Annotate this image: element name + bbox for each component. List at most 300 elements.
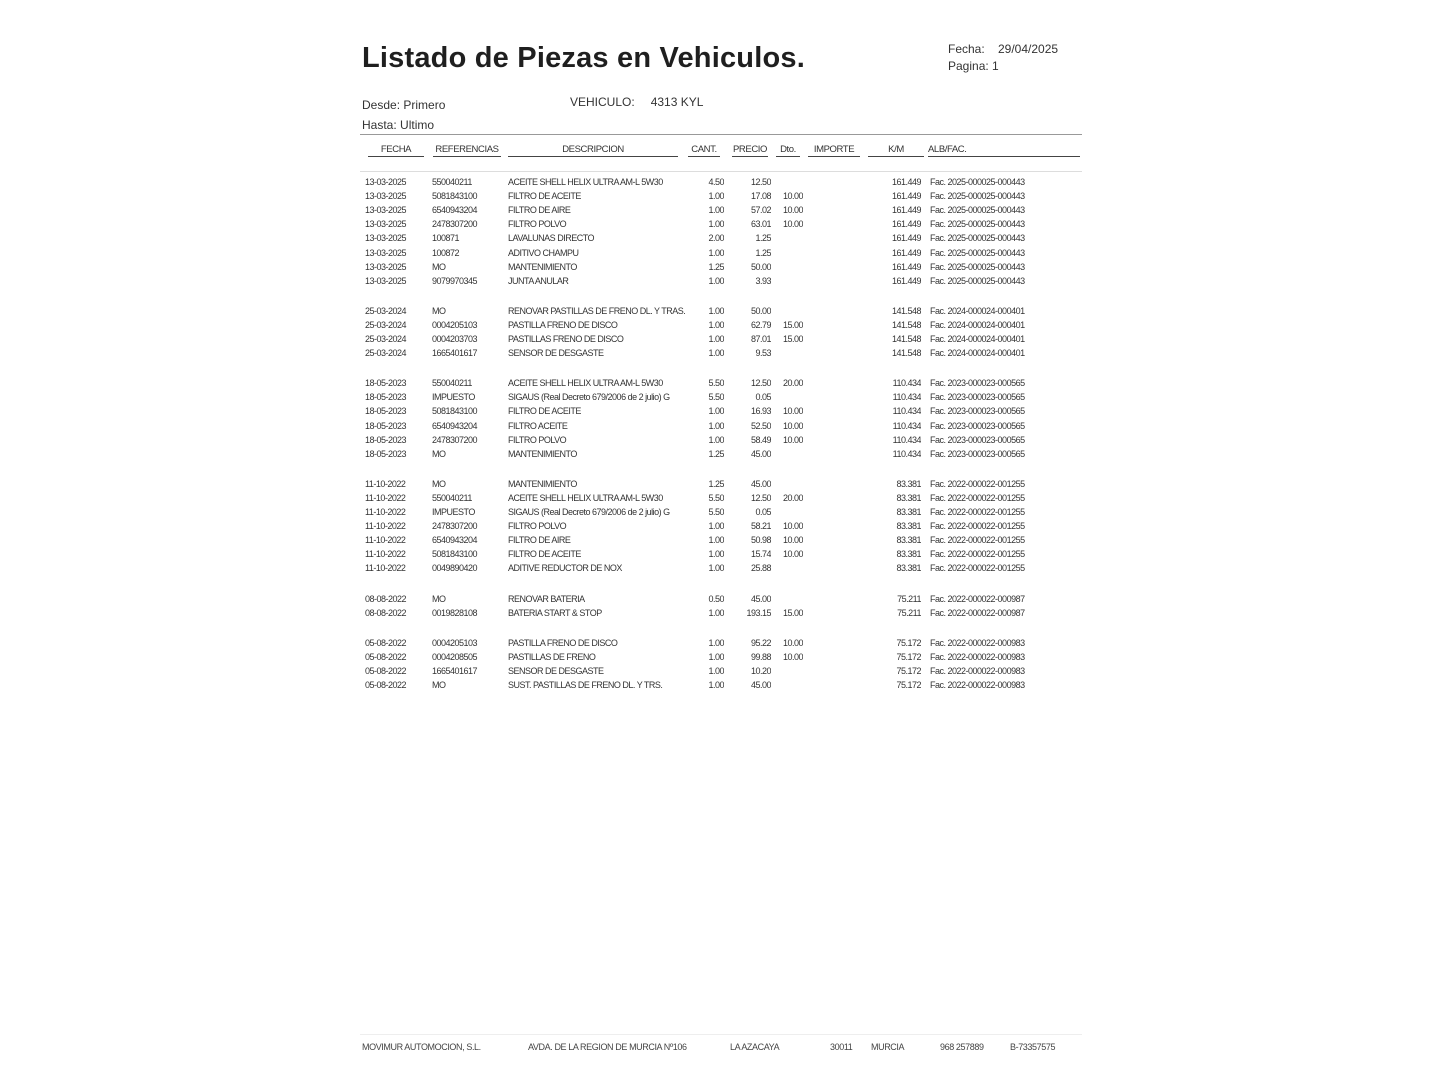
cell-fecha: 18-05-2023: [365, 406, 407, 417]
cell-fecha: 18-05-2023: [365, 434, 407, 445]
table-row: [0, 219, 1440, 233]
cell-precio: 50.00: [750, 305, 771, 316]
cell-referencia: 2478307200: [432, 219, 478, 230]
cell-descuento: 10.00: [782, 205, 803, 216]
table-row: [0, 449, 1440, 463]
cell-descripcion: PASTILLAS DE FRENO: [508, 651, 596, 662]
cell-descuento: 10.00: [782, 651, 803, 662]
cell-cantidad: 1.25: [708, 448, 724, 459]
cell-precio: 87.01: [750, 334, 771, 344]
cell-km: 83.381: [896, 507, 921, 517]
cell-fecha: 08-08-2022: [365, 593, 407, 604]
cell-descripcion: FILTRO POLVO: [508, 219, 567, 230]
cell-factura: Fac. 2023-000023-000565: [930, 392, 1025, 403]
cell-fecha: 13-03-2025: [365, 275, 407, 286]
cell-fecha: 25-03-2024: [365, 305, 407, 316]
cell-cantidad: 5.50: [708, 507, 724, 517]
cell-factura: Fac. 2024-000024-000401: [930, 334, 1025, 344]
cell-descuento: 10.00: [782, 535, 803, 546]
table-row: [0, 276, 1440, 290]
cell-cantidad: 1.00: [708, 607, 724, 618]
cell-fecha: 25-03-2024: [365, 319, 407, 330]
cell-km: 161.449: [891, 177, 921, 187]
cell-precio: 45.00: [750, 478, 771, 489]
cell-fecha: 11-10-2022: [365, 521, 406, 532]
cell-descripcion: FILTRO POLVO: [508, 434, 567, 445]
cell-descripcion: ADITIVE REDUCTOR DE NOX: [508, 563, 622, 574]
cell-descripcion: PASTILLA FRENO DE DISCO: [508, 319, 618, 330]
pagina-label: Pagina:: [948, 59, 989, 73]
cell-precio: 45.00: [750, 448, 771, 459]
cell-km: 75.211: [897, 593, 921, 604]
cell-km: 75.211: [897, 607, 921, 618]
cell-referencia: 550040211: [432, 378, 472, 389]
cell-km: 110.434: [892, 448, 921, 459]
cell-descuento: 10.00: [782, 406, 803, 417]
cell-factura: Fac. 2022-000022-000987: [930, 607, 1025, 618]
table-row: [0, 392, 1440, 406]
cell-km: 110.434: [892, 420, 921, 431]
cell-factura: Fac. 2022-000022-000983: [930, 665, 1025, 676]
cell-fecha: 11-10-2022: [365, 535, 406, 546]
cell-descuento: 15.00: [782, 334, 803, 344]
cell-factura: Fac. 2022-000022-001255: [930, 535, 1025, 546]
cell-fecha: 11-10-2022: [365, 478, 406, 489]
cell-factura: Fac. 2025-000025-000443: [930, 219, 1025, 230]
cell-cantidad: 5.50: [708, 378, 724, 389]
table-row: [0, 205, 1440, 219]
cell-descuento: 15.00: [782, 607, 803, 618]
footer-divider: [360, 1034, 1082, 1035]
cell-factura: Fac. 2023-000023-000565: [930, 420, 1025, 431]
cell-km: 75.172: [896, 665, 921, 676]
cell-fecha: 11-10-2022: [365, 549, 406, 560]
column-header-cant: CANT.: [688, 144, 720, 158]
cell-fecha: 18-05-2023: [365, 420, 407, 431]
cell-factura: Fac. 2022-000022-000983: [930, 637, 1025, 648]
cell-km: 110.434: [892, 434, 921, 445]
cell-referencia: 1665401617: [432, 348, 478, 359]
hasta-row: [362, 115, 445, 135]
cell-referencia: 0004205103: [432, 319, 478, 330]
cell-fecha: 05-08-2022: [365, 637, 407, 648]
table-row: [0, 507, 1440, 521]
table-row: [0, 435, 1440, 449]
cell-cantidad: 1.00: [708, 680, 724, 690]
cell-precio: 10.20: [750, 665, 771, 676]
cell-fecha: 18-05-2023: [365, 392, 407, 403]
cell-precio: 52.50: [750, 420, 771, 431]
table-row: [0, 262, 1440, 276]
cell-km: 141.548: [891, 319, 921, 330]
cell-precio: 99.88: [750, 651, 771, 662]
cell-km: 83.381: [896, 478, 921, 489]
cell-referencia: 1665401617: [432, 665, 478, 676]
cell-descripcion: FILTRO POLVO: [508, 521, 567, 532]
table-row: [0, 493, 1440, 507]
cell-precio: 45.00: [750, 680, 771, 690]
cell-referencia: 2478307200: [432, 521, 478, 532]
cell-km: 83.381: [896, 521, 921, 532]
cell-descripcion: PASTILLA FRENO DE DISCO: [508, 637, 618, 648]
cell-km: 110.434: [892, 406, 921, 417]
table-top-divider: [360, 171, 1082, 172]
cell-descuento: 10.00: [782, 219, 803, 230]
cell-precio: 1.25: [755, 247, 771, 258]
cell-km: 83.381: [896, 549, 921, 560]
cell-descuento: 10.00: [782, 434, 803, 445]
cell-referencia: 0019828108: [432, 607, 478, 618]
cell-descuento: 10.00: [782, 420, 803, 431]
cell-cantidad: 1.00: [708, 334, 724, 344]
cell-referencia: MO: [432, 680, 446, 690]
cell-km: 161.449: [891, 247, 921, 258]
vehicle-info: [570, 95, 703, 109]
cell-cantidad: 1.00: [708, 535, 724, 546]
cell-precio: 25.88: [750, 563, 771, 574]
cell-descripcion: SENSOR DE DESGASTE: [508, 348, 604, 359]
footer-address: AVDA. DE LA REGION DE MURCIA Nº106: [528, 1042, 687, 1052]
cell-km: 141.548: [891, 334, 921, 344]
cell-factura: Fac. 2025-000025-000443: [930, 191, 1025, 202]
cell-precio: 0.05: [755, 507, 771, 517]
desde-row: [362, 95, 445, 115]
cell-descuento: 20.00: [782, 492, 803, 503]
cell-precio: 16.93: [750, 406, 771, 417]
document-meta: [948, 41, 1058, 75]
cell-cantidad: 1.00: [708, 651, 724, 662]
cell-referencia: 0004208505: [432, 651, 478, 662]
cell-cantidad: 1.00: [708, 637, 724, 648]
cell-descripcion: JUNTA ANULAR: [508, 275, 569, 286]
cell-cantidad: 1.00: [708, 247, 724, 258]
cell-fecha: 05-08-2022: [365, 651, 407, 662]
column-header-importe: IMPORTE: [808, 144, 860, 158]
table-row: [0, 348, 1440, 362]
cell-km: 75.172: [896, 680, 921, 690]
column-header-fecha: FECHA: [368, 144, 424, 158]
cell-factura: Fac. 2024-000024-000401: [930, 348, 1025, 359]
cell-referencia: MO: [432, 593, 446, 604]
cell-referencia: MO: [432, 478, 446, 489]
cell-referencia: 550040211: [432, 492, 472, 503]
cell-fecha: 18-05-2023: [365, 448, 407, 459]
cell-descuento: 10.00: [782, 191, 803, 202]
cell-precio: 12.50: [750, 492, 771, 503]
range-filter: [362, 95, 445, 135]
cell-km: 83.381: [896, 563, 921, 574]
table-row: [0, 479, 1440, 493]
cell-referencia: 2478307200: [432, 434, 478, 445]
cell-factura: Fac. 2023-000023-000565: [930, 434, 1025, 445]
table-row: [0, 535, 1440, 549]
cell-km: 161.449: [891, 205, 921, 216]
cell-cantidad: 4.50: [708, 177, 724, 187]
desde-label: Desde:: [362, 98, 401, 112]
cell-descripcion: ADITIVO CHAMPU: [508, 247, 579, 258]
cell-fecha: 13-03-2025: [365, 205, 407, 216]
cell-cantidad: 2.00: [708, 233, 724, 244]
cell-precio: 12.50: [750, 378, 771, 389]
cell-descripcion: FILTRO DE AIRE: [508, 535, 571, 546]
cell-precio: 58.49: [750, 434, 771, 445]
cell-factura: Fac. 2023-000023-000565: [930, 378, 1025, 389]
cell-cantidad: 1.00: [708, 348, 724, 359]
table-row: [0, 306, 1440, 320]
table-row: [0, 563, 1440, 577]
cell-descripcion: ACEITE SHELL HELIX ULTRA AM-L 5W30: [508, 177, 663, 187]
cell-cantidad: 1.25: [708, 478, 724, 489]
cell-factura: Fac. 2022-000022-000983: [930, 680, 1025, 690]
cell-fecha: 13-03-2025: [365, 261, 407, 272]
footer-town: LA AZACAYA: [730, 1042, 780, 1052]
cell-descripcion: FILTRO DE ACEITE: [508, 549, 581, 560]
cell-precio: 17.08: [750, 191, 771, 202]
cell-descripcion: MANTENIMIENTO: [508, 478, 577, 489]
cell-km: 110.434: [892, 378, 921, 389]
cell-factura: Fac. 2025-000025-000443: [930, 261, 1025, 272]
cell-precio: 1.25: [755, 233, 771, 244]
cell-referencia: MO: [432, 448, 446, 459]
column-header-descripcion: DESCRIPCION: [508, 144, 678, 158]
column-header-precio: PRECIO: [732, 144, 768, 155]
cell-cantidad: 1.00: [708, 665, 724, 676]
cell-descripcion: SENSOR DE DESGASTE: [508, 665, 604, 676]
table-row: [0, 320, 1440, 334]
cell-precio: 50.98: [750, 535, 771, 546]
column-header-albfac: ALB/FAC.: [928, 144, 1080, 158]
cell-cantidad: 1.00: [708, 420, 724, 431]
footer-city: MURCIA: [871, 1042, 905, 1052]
cell-cantidad: 1.00: [708, 434, 724, 445]
cell-fecha: 13-03-2025: [365, 177, 407, 187]
cell-precio: 12.50: [750, 177, 771, 187]
cell-cantidad: 1.25: [708, 261, 724, 272]
cell-fecha: 13-03-2025: [365, 191, 407, 202]
cell-descripcion: MANTENIMIENTO: [508, 448, 577, 459]
footer-cif: B-73357575: [1010, 1042, 1056, 1052]
cell-descuento: 10.00: [782, 521, 803, 532]
table-row: [0, 680, 1440, 694]
cell-km: 161.449: [891, 219, 921, 230]
cell-cantidad: 1.00: [708, 549, 724, 560]
cell-precio: 63.01: [750, 219, 771, 230]
cell-factura: Fac. 2022-000022-001255: [930, 521, 1025, 532]
cell-cantidad: 1.00: [708, 406, 724, 417]
table-row: [0, 191, 1440, 205]
cell-referencia: 5081843100: [432, 406, 478, 417]
cell-km: 161.449: [891, 275, 921, 286]
table-row: [0, 378, 1440, 392]
cell-factura: Fac. 2022-000022-001255: [930, 507, 1025, 517]
cell-factura: Fac. 2025-000025-000443: [930, 247, 1025, 258]
cell-km: 83.381: [896, 492, 921, 503]
table-row: [0, 638, 1440, 652]
cell-cantidad: 1.00: [708, 219, 724, 230]
cell-km: 110.434: [892, 392, 921, 403]
cell-factura: Fac. 2022-000022-001255: [930, 563, 1025, 574]
cell-descuento: 10.00: [782, 549, 803, 560]
cell-cantidad: 5.50: [708, 392, 724, 403]
desde-value: Primero: [403, 98, 446, 112]
footer-phone: 968 257889: [940, 1042, 984, 1052]
cell-fecha: 05-08-2022: [365, 665, 407, 676]
cell-cantidad: 1.00: [708, 205, 724, 216]
cell-precio: 57.02: [750, 205, 771, 216]
cell-fecha: 11-10-2022: [365, 563, 406, 574]
cell-factura: Fac. 2024-000024-000401: [930, 319, 1025, 330]
cell-cantidad: 1.00: [708, 305, 724, 316]
cell-precio: 62.79: [750, 319, 771, 330]
cell-factura: Fac. 2025-000025-000443: [930, 275, 1025, 286]
cell-descripcion: FILTRO DE AIRE: [508, 205, 571, 216]
cell-descripcion: FILTRO ACEITE: [508, 420, 568, 431]
cell-factura: Fac. 2022-000022-001255: [930, 492, 1025, 503]
cell-fecha: 25-03-2024: [365, 348, 407, 359]
cell-descripcion: SUST. PASTILLAS DE FRENO DL. Y TRS.: [508, 680, 663, 690]
cell-referencia: 100872: [432, 247, 460, 258]
cell-fecha: 25-03-2024: [365, 334, 407, 344]
cell-factura: Fac. 2022-000022-000983: [930, 651, 1025, 662]
cell-cantidad: 0.50: [708, 593, 724, 604]
cell-referencia: 6540943204: [432, 420, 478, 431]
table-row: [0, 248, 1440, 262]
cell-precio: 193.15: [746, 607, 771, 618]
column-header-referencias: REFERENCIAS: [433, 144, 501, 158]
table-row: [0, 334, 1440, 348]
cell-descuento: 15.00: [782, 319, 803, 330]
cell-referencia: 0004203703: [432, 334, 478, 344]
cell-fecha: 08-08-2022: [365, 607, 407, 618]
cell-descripcion: FILTRO DE ACEITE: [508, 406, 581, 417]
fecha-row: [948, 41, 1058, 58]
table-row: [0, 549, 1440, 563]
cell-km: 141.548: [891, 348, 921, 359]
cell-km: 83.381: [896, 535, 921, 546]
cell-precio: 9.53: [755, 348, 771, 359]
cell-referencia: MO: [432, 305, 446, 316]
table-row: [0, 177, 1440, 191]
cell-precio: 3.93: [755, 275, 771, 286]
cell-factura: Fac. 2022-000022-000987: [930, 593, 1025, 604]
cell-precio: 95.22: [750, 637, 771, 648]
cell-fecha: 05-08-2022: [365, 680, 407, 690]
cell-km: 75.172: [896, 637, 921, 648]
cell-factura: Fac. 2025-000025-000443: [930, 233, 1025, 244]
cell-descripcion: SIGAUS (Real Decreto 679/2006 de 2 julio) G: [508, 507, 670, 517]
cell-descripcion: ACEITE SHELL HELIX ULTRA AM-L 5W30: [508, 378, 663, 389]
table-row: [0, 406, 1440, 420]
cell-referencia: 5081843100: [432, 191, 478, 202]
hasta-label: Hasta:: [362, 118, 397, 132]
cell-fecha: 13-03-2025: [365, 247, 407, 258]
cell-precio: 45.00: [750, 593, 771, 604]
table-row: [0, 666, 1440, 680]
table-row: [0, 594, 1440, 608]
footer-company: MOVIMUR AUTOMOCION, S.L.: [362, 1042, 481, 1052]
cell-fecha: 18-05-2023: [365, 378, 407, 389]
cell-descripcion: PASTILLAS FRENO DE DISCO: [508, 334, 624, 344]
cell-precio: 0.05: [755, 392, 771, 403]
cell-referencia: 5081843100: [432, 549, 478, 560]
cell-referencia: 0004205103: [432, 637, 478, 648]
cell-descripcion: RENOVAR PASTILLAS DE FRENO DL. Y TRAS.: [508, 305, 686, 316]
vehiculo-label: VEHICULO:: [570, 95, 635, 109]
cell-cantidad: 1.00: [708, 521, 724, 532]
cell-fecha: 13-03-2025: [365, 233, 407, 244]
table-row: [0, 521, 1440, 535]
table-row: [0, 608, 1440, 622]
cell-descuento: 10.00: [782, 637, 803, 648]
cell-km: 161.449: [891, 233, 921, 244]
cell-factura: Fac. 2022-000022-001255: [930, 549, 1025, 560]
vehiculo-value: 4313 KYL: [650, 95, 704, 109]
cell-descripcion: FILTRO DE ACEITE: [508, 191, 581, 202]
cell-factura: Fac. 2023-000023-000565: [930, 406, 1025, 417]
cell-referencia: 0049890420: [432, 563, 478, 574]
cell-descripcion: SIGAUS (Real Decreto 679/2006 de 2 julio) G: [508, 392, 670, 403]
cell-km: 75.172: [896, 651, 921, 662]
pagina-value: 1: [992, 59, 999, 73]
table-row: [0, 421, 1440, 435]
cell-cantidad: 1.00: [708, 275, 724, 286]
column-header-dto: Dto.: [776, 144, 800, 158]
cell-referencia: IMPUESTO: [432, 392, 475, 403]
fecha-label: Fecha:: [948, 42, 985, 56]
cell-referencia: 9079970345: [432, 275, 478, 286]
cell-km: 141.548: [891, 305, 921, 316]
cell-km: 161.449: [891, 261, 921, 272]
cell-cantidad: 1.00: [708, 191, 724, 202]
cell-referencia: 100871: [432, 233, 460, 244]
cell-fecha: 11-10-2022: [365, 492, 406, 503]
table-row: [0, 233, 1440, 247]
cell-referencia: MO: [432, 261, 446, 272]
cell-fecha: 11-10-2022: [365, 507, 406, 517]
pagina-row: [948, 58, 1058, 75]
footer-postcode: 30011: [830, 1042, 853, 1052]
cell-cantidad: 1.00: [708, 563, 724, 574]
header-divider: [360, 134, 1082, 135]
hasta-value: Ultimo: [400, 118, 435, 132]
cell-referencia: IMPUESTO: [432, 507, 475, 517]
cell-precio: 58.21: [750, 521, 771, 532]
cell-factura: Fac. 2023-000023-000565: [930, 448, 1025, 459]
cell-precio: 50.00: [750, 261, 771, 272]
cell-referencia: 6540943204: [432, 205, 478, 216]
cell-km: 161.449: [891, 191, 921, 202]
cell-fecha: 13-03-2025: [365, 219, 407, 230]
cell-cantidad: 5.50: [708, 492, 724, 503]
cell-descuento: 20.00: [782, 378, 803, 389]
document-title: Listado de Piezas en Vehiculos.: [362, 42, 805, 74]
cell-factura: Fac. 2025-000025-000443: [930, 177, 1025, 187]
cell-descripcion: MANTENIMIENTO: [508, 261, 577, 272]
cell-cantidad: 1.00: [708, 319, 724, 330]
cell-descripcion: BATERIA START & STOP: [508, 607, 602, 618]
cell-descripcion: LAVALUNAS DIRECTO: [508, 233, 595, 244]
cell-referencia: 550040211: [432, 177, 472, 187]
cell-descripcion: ACEITE SHELL HELIX ULTRA AM-L 5W30: [508, 492, 663, 503]
cell-factura: Fac. 2025-000025-000443: [930, 205, 1025, 216]
column-header-km: K/M: [868, 144, 924, 158]
cell-factura: Fac. 2022-000022-001255: [930, 478, 1025, 489]
cell-referencia: 6540943204: [432, 535, 478, 546]
cell-descripcion: RENOVAR BATERIA: [508, 593, 585, 604]
cell-precio: 15.74: [750, 549, 771, 560]
table-row: [0, 652, 1440, 666]
cell-factura: Fac. 2024-000024-000401: [930, 305, 1025, 316]
